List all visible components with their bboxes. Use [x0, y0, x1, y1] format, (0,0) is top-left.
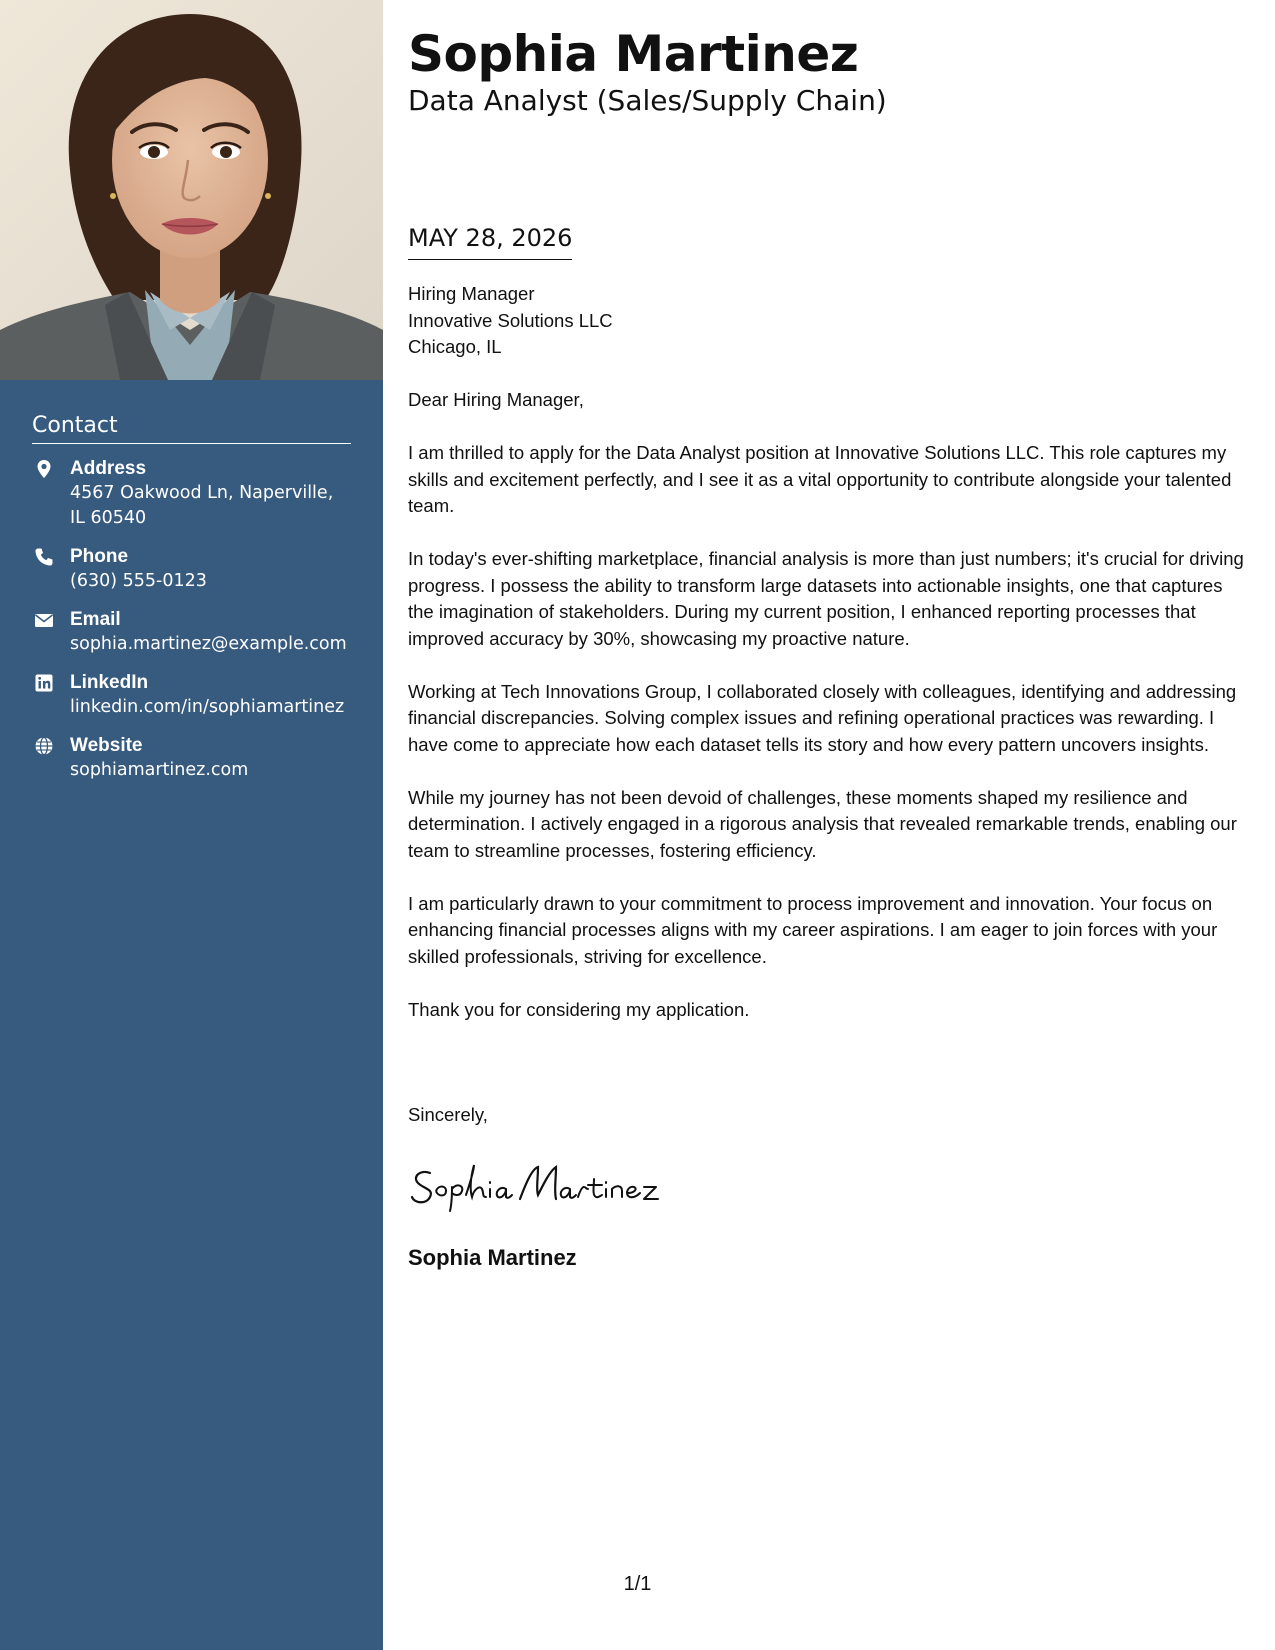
body-paragraph: While my journey has not been devoid of challenges, these moments shaped my resilience and determination. I actively engaged in a rigorous analysis that revealed remarkable trends, enabling our team to streamline processes, fostering efficiency.	[408, 786, 1237, 861]
globe-icon	[34, 736, 54, 756]
phone-icon	[34, 547, 54, 567]
recipient-line: Innovative Solutions LLC	[408, 309, 613, 331]
body-paragraph: I am thrilled to apply for the Data Analyst position at Innovative Solutions LLC. This role captures my skills and excitement perfectly, and I see it as a vital opportunity to contribute alongside your talented team.	[408, 442, 1232, 516]
contact-label: Website	[70, 735, 143, 756]
contact-item-address	[32, 456, 351, 531]
recipient-line: Hiring Manager	[408, 283, 535, 304]
contact-label: Address	[70, 458, 147, 479]
body-paragraph: I am particularly drawn to your commitment to process improvement and innovation. Your focus on enhancing financial processes aligns with my career aspirations. I am eager to join forces with your skilled professionals, striving for excellence.	[408, 892, 1218, 967]
job-title: Data Analyst (Sales/Supply Chain)	[408, 84, 887, 117]
contact-item-email	[32, 607, 351, 657]
sidebar	[0, 0, 383, 1650]
map-marker-icon	[34, 459, 54, 479]
signer-name: Sophia Martinez	[408, 1245, 577, 1270]
letter-date: MAY 28, 2026	[408, 222, 572, 260]
body-paragraph: Thank you for considering my application.	[408, 998, 750, 1020]
closing: Sincerely,	[408, 1104, 488, 1125]
contact-item-phone	[32, 544, 351, 594]
contact-item-linkedin	[32, 670, 351, 720]
envelope-icon	[34, 610, 54, 630]
contact-label: LinkedIn	[70, 672, 149, 693]
recipient-line: Chicago, IL	[408, 336, 502, 357]
contact-heading: Contact	[32, 412, 351, 444]
contact-label: Phone	[70, 546, 129, 567]
email-value[interactable]: sophia.martinez@example.com	[70, 634, 347, 654]
website-value[interactable]: sophiamartinez.com	[70, 760, 249, 780]
profile-photo	[0, 0, 383, 380]
contact-item-website	[32, 733, 351, 783]
recipient-block	[408, 281, 1253, 361]
body-paragraph: In today's ever-shifting marketplace, financial analysis is more than just numbers; it's crucial for driving progress. I possess the ability to transform large datasets into actionable insights, one that captures the imagination of stakeholders. During my current position, I enhanced reporting processes that improved accuracy by 30%, showcasing my proactive nature.	[408, 548, 1244, 649]
linkedin-icon	[34, 673, 54, 693]
phone-value[interactable]: (630) 555-0123	[70, 571, 207, 591]
contact-label: Email	[70, 609, 121, 630]
handwritten-signature	[408, 1155, 678, 1215]
body-paragraph: Working at Tech Innovations Group, I collaborated closely with colleagues, identifying and addressing financial discrepancies. Solving complex issues and refining operational practices was rewarding. I have come to appreciate how each dataset tells its story and how every pattern uncovers insights.	[408, 680, 1237, 755]
linkedin-value[interactable]: linkedin.com/in/sophiamartinez	[70, 697, 345, 717]
letter-body	[408, 281, 1253, 1050]
address-value: 4567 Oakwood Ln, Naperville, IL 60540	[70, 483, 334, 528]
page-number: 1/1	[623, 1573, 652, 1595]
salutation: Dear Hiring Manager,	[408, 389, 584, 410]
contact-section	[32, 412, 351, 796]
applicant-name: Sophia Martinez	[408, 25, 859, 83]
